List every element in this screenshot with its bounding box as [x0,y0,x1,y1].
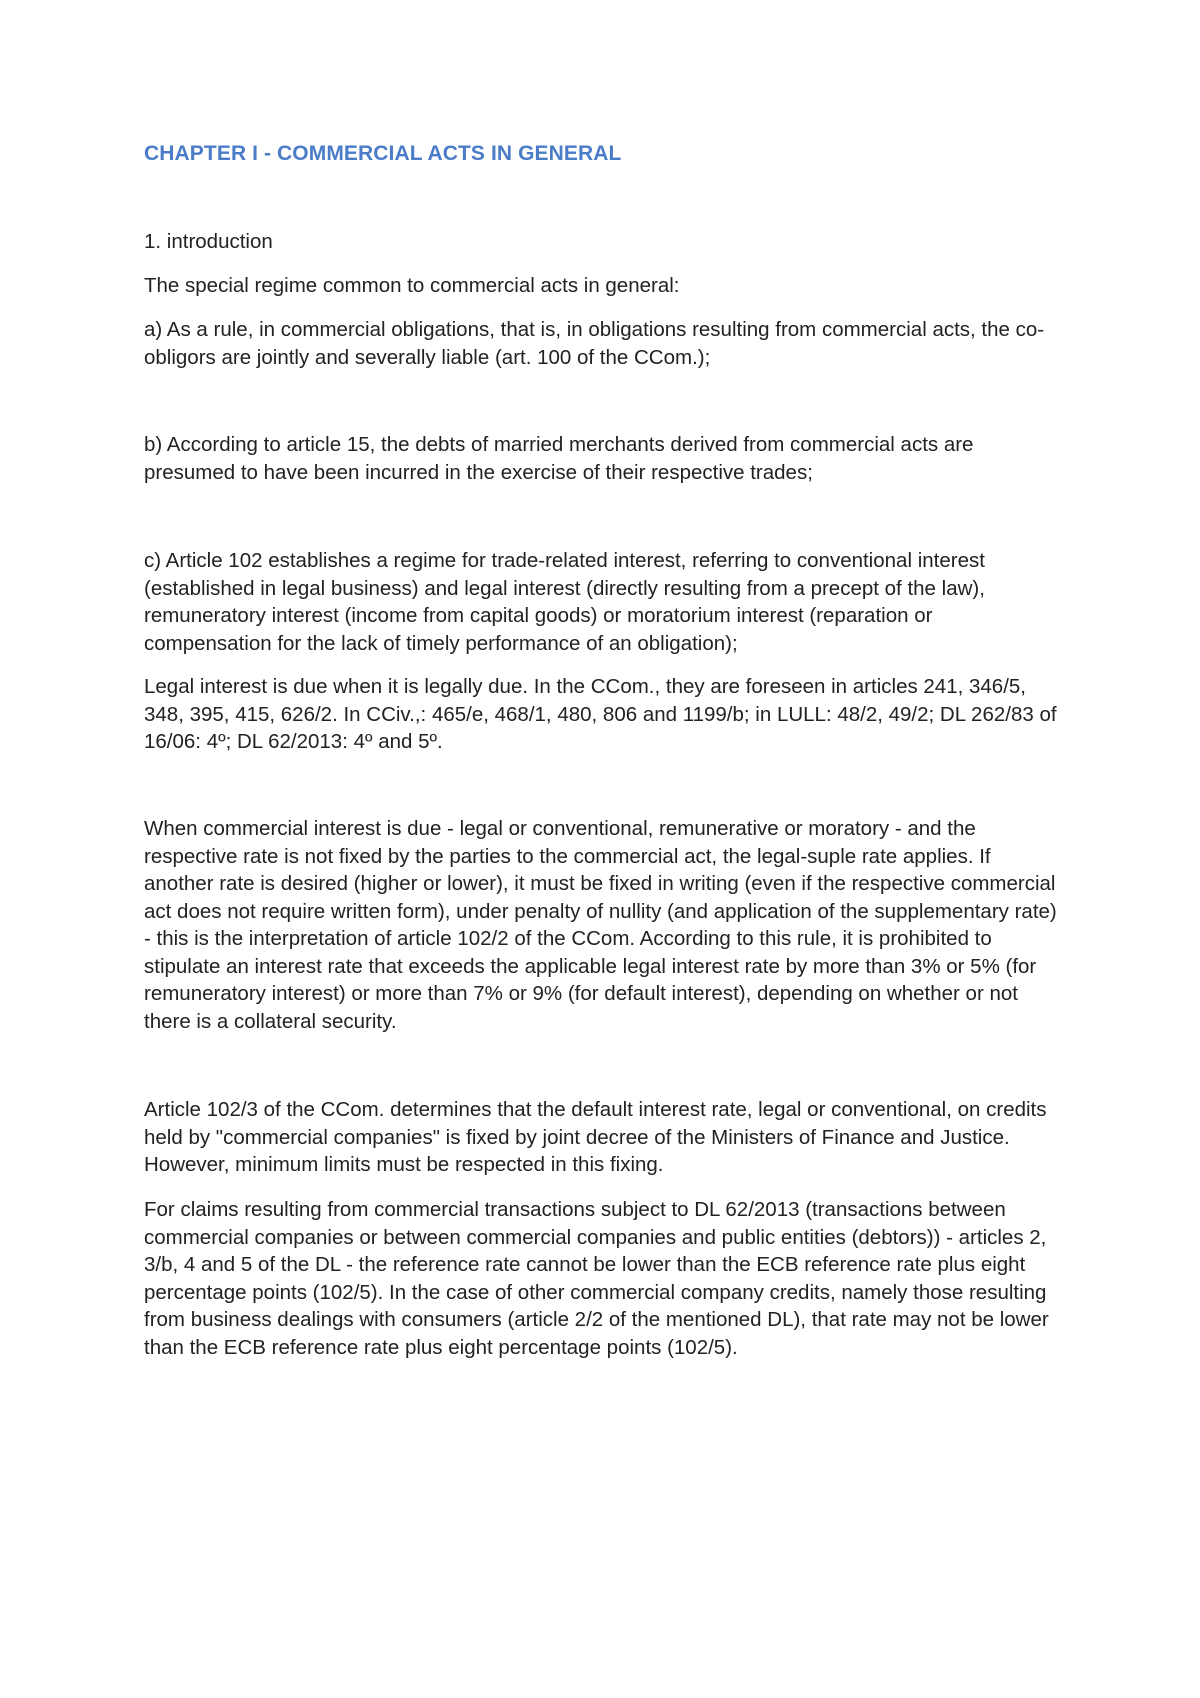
paragraph-commercial-interest: When commercial interest is due - legal or conventional, remunerative or moratory - and the respective rate is not fixed by the parties to the commercial act, the legal-suple rate applies. If another rate is desired (higher or lower), it must be fixed in writing (even if the respective commercial act does not require written form), under penalty of nullity (and application of the supplementary rate) - this is the interpretation of article 102/2 of the CCom. According to this rule, it is prohibited to stipulate an interest rate that exceeds the applicable legal interest rate by more than 3% or 5% (for remuneratory interest) or more than 7% or 9% (for default interest), depending on whether or not there is a collateral security. [144,817,1057,1033]
paragraph-intro: The special regime common to commercial acts in general: [144,274,680,297]
section-heading: 1. introduction [144,230,273,253]
chapter-title: CHAPTER I - COMMERCIAL ACTS IN GENERAL [144,142,622,165]
paragraph-legal-interest: Legal interest is due when it is legally due. In the CCom., they are foreseen in articles 241, 346/5, 348, 395, 415, 626/2. In CCiv.,: 465/e, 468/1, 480, 806 and 1199/b; in LULL: 48/2, 49/2; DL 262/83 of 16/06: 4º; DL 62/2013: 4º and 5º. [144,675,1057,753]
paragraph-item-a: a) As a rule, in commercial obligations, that is, in obligations resulting from commercial acts, the co-obligors are jointly and severally liable (art. 100 of the CCom.); [144,318,1045,369]
paragraph-article-102-3: Article 102/3 of the CCom. determines that the default interest rate, legal or conventional, on credits held by "commercial companies" is fixed by joint decree of the Ministers of Finance and Justice. However, minimum limits must be respected in this fixing. [144,1098,1047,1176]
paragraph-item-b: b) According to article 15, the debts of married merchants derived from commercial acts are presumed to have been incurred in the exercise of their respective trades; [144,433,974,484]
paragraph-item-c: c) Article 102 establishes a regime for trade-related interest, referring to conventional interest (established in legal business) and legal interest (directly resulting from a precept of the law), remuneratory interest (income from capital goods) or moratorium interest (reparation or compensation for the lack of timely performance of an obligation); [144,549,985,655]
paragraph-dl-62-2013: For claims resulting from commercial transactions subject to DL 62/2013 (transactions between commercial companies or between commercial companies and public entities (debtors)) - articles 2, 3/b, 4 and 5 of the DL - the reference rate cannot be lower than the ECB reference rate plus eight percentage points (102/5). In the case of other commercial company credits, namely those resulting from business dealings with consumers (article 2/2 of the mentioned DL), that rate may not be lower than the ECB reference rate plus eight percentage points (102/5). [144,1198,1049,1359]
